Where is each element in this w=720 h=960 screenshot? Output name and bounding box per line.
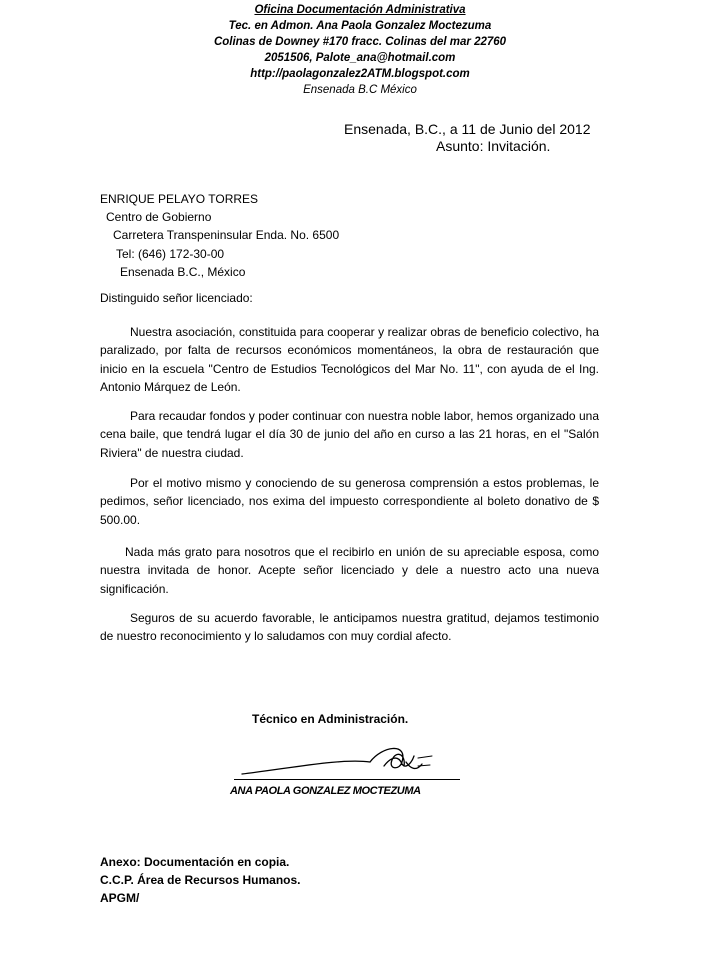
signature-title: Técnico en Administración. bbox=[252, 712, 409, 726]
recipient-address: Carretera Transpeninsular Enda. No. 6500 bbox=[113, 228, 340, 243]
recipient-phone: Tel: (646) 172-30-00 bbox=[116, 246, 225, 261]
body-paragraph-5 bbox=[100, 609, 599, 646]
body-paragraph-4 bbox=[100, 543, 599, 598]
letterhead-website: http://paolagonzalez2ATM.blogspot.com bbox=[250, 68, 470, 80]
letterhead-contact: 2051506, Palote_ana@hotmail.com bbox=[264, 52, 456, 64]
body-paragraph-2 bbox=[100, 407, 599, 462]
letterhead-author: Tec. en Admon. Ana Paola Gonzalez Moctezuma bbox=[228, 20, 492, 32]
initials-line: APGM/ bbox=[100, 891, 140, 905]
annex-line: Anexo: Documentación en copia. bbox=[100, 855, 290, 869]
salutation: Distinguido señor licenciado: bbox=[100, 291, 253, 305]
recipient-city: Ensenada B.C., México bbox=[120, 264, 246, 279]
ccp-line: C.C.P. Área de Recursos Humanos. bbox=[100, 873, 301, 887]
signer-name: ANA PAOLA GONZALEZ MOCTEZUMA bbox=[230, 785, 421, 797]
paragraph-text: Nuestra asociación, constituida para cooperar y realizar obras de beneficio colectivo, ha paralizado, por falta de recursos económicos momentáneos, la obra de restauración que inicio en la escuela "Centro de Estudios Tecnológicos del Mar No. 11", con ayuda de el Ing. Antonio Márquez de León. bbox=[100, 325, 599, 394]
letterhead bbox=[160, 2, 560, 98]
signature-line bbox=[234, 779, 460, 780]
handwritten-signature-icon bbox=[232, 736, 462, 780]
recipient-block bbox=[100, 190, 339, 281]
date-line: Ensenada, B.C., a 11 de Junio del 2012 bbox=[344, 121, 591, 137]
paragraph-text: Por el motivo mismo y conociendo de su generosa comprensión a estos problemas, le pedimos, señor licenciado, nos exima del impuesto correspondiente al boleto donativo de $ 500.00. bbox=[100, 476, 599, 527]
paragraph-text: Seguros de su acuerdo favorable, le anticipamos nuestra gratitud, dejamos testimonio de nuestro reconocimiento y lo saludamos con muy cordial afecto. bbox=[100, 611, 599, 644]
recipient-name: ENRIQUE PELAYO TORRES bbox=[100, 192, 259, 206]
letterhead-address: Colinas de Downey #170 fracc. Colinas del mar 22760 bbox=[213, 36, 507, 48]
body-paragraph-1 bbox=[100, 323, 599, 396]
paragraph-text: Para recaudar fondos y poder continuar con nuestra noble labor, hemos organizado una cena baile, que tendrá lugar el día 30 de junio del año en curso a las 21 horas, en el "Salón Riviera" de nuestra ciudad. bbox=[100, 409, 599, 460]
paragraph-text: Nada más grato para nosotros que el recibirlo en unión de su apreciable esposa, como nuestra invitada de honor. Acepte señor licenciado y dele a nuestro acto una nueva significación. bbox=[100, 545, 599, 596]
subject-line: Asunto: Invitación. bbox=[436, 138, 551, 154]
letterhead-city: Ensenada B.C México bbox=[303, 84, 417, 96]
body-paragraph-3 bbox=[100, 474, 599, 529]
recipient-organization: Centro de Gobierno bbox=[106, 210, 212, 225]
letterhead-office-name: Oficina Documentación Administrativa bbox=[254, 4, 466, 16]
date-block bbox=[344, 121, 590, 155]
footer-block bbox=[100, 853, 301, 907]
